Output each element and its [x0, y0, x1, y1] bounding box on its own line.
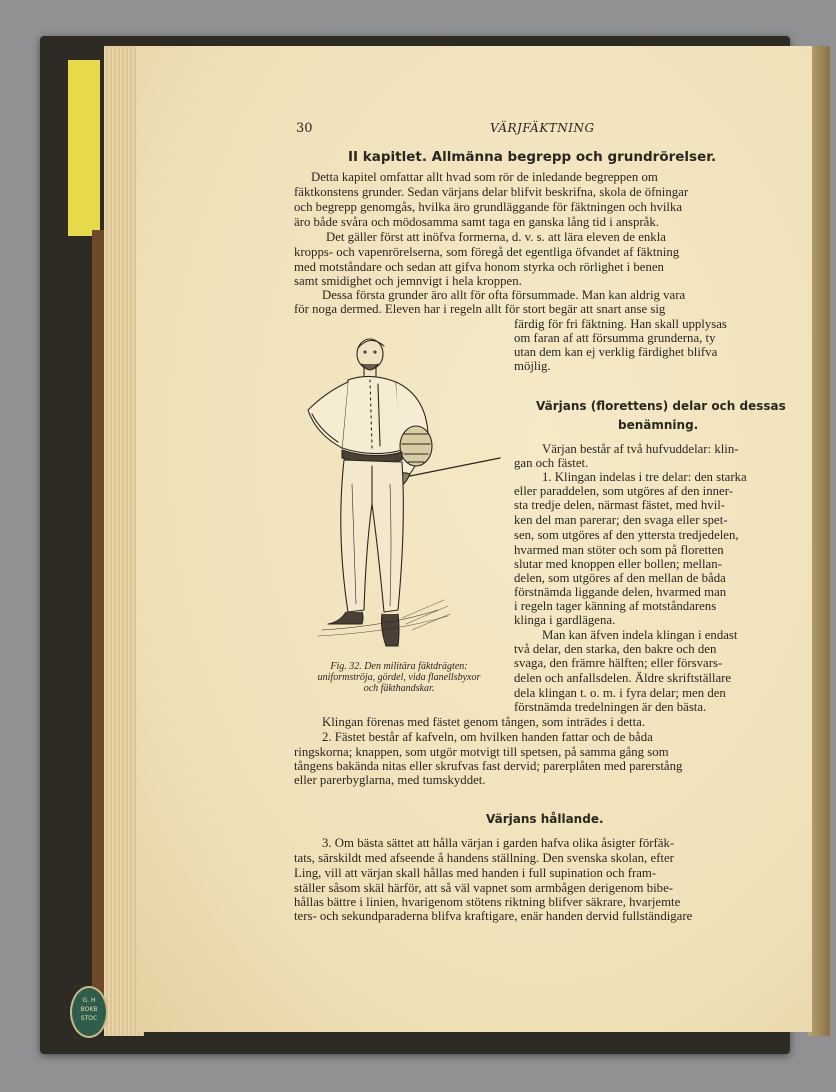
text-line: Man kan äfven indela klingan i endast — [542, 628, 738, 642]
text-line: utan dem kan ej verklig färdighet blifva — [514, 345, 718, 359]
text-line: samt smidighet och jemnvigt i hela kroppen. — [294, 274, 522, 288]
binder-stamp-text: G. H BOKB STOC — [80, 997, 98, 1022]
text-line: Detta kapitel omfattar allt hvad som rör de inledande begreppen om — [311, 170, 658, 184]
text-line: eller paraddelen, som utgöres af den inner- — [514, 484, 733, 498]
text-line: Det gäller först att inöfva formerna, d. v. s. att lära eleven de enkla — [326, 230, 666, 244]
text-line: om faran af att försumma grunderna, ty — [514, 331, 716, 345]
text-line: gan och fästet. — [514, 456, 589, 470]
section-heading-delar: Värjans (florettens) delar och dessas — [536, 399, 786, 413]
fencer-illustration — [298, 334, 506, 654]
text-line: svaga, den främre hälften; eller försvars- — [514, 656, 723, 670]
text-line: förstnämda tredelningen är den bästa. — [514, 700, 707, 714]
text-line: dela klingan t. o. m. i fyra delar; men den — [514, 686, 726, 700]
section-heading-hallande: Värjans hållande. — [486, 812, 604, 826]
text-line: sta tredje delen, närmast fästet, med hvil- — [514, 498, 726, 512]
text-line: delen, som utgöres af den mellan de båda — [514, 571, 726, 585]
running-head: VÄRJFÄKTNING — [490, 121, 595, 135]
text-line: kropps- och vapenrörelserna, som föregå det egentliga öfvandet af fäktning — [294, 245, 680, 259]
text-line: Ling, vill att värjan skall hållas med handen i full supination och fram- — [294, 866, 657, 880]
text-line: hållas bättre i linien, hvarigenom stötens riktning blifver säkrare, hvarjemte — [294, 895, 681, 909]
text-line: ställer såsom skäl härför, att så väl vapnet som armbågen derigenom bibe- — [294, 881, 674, 895]
text-line: fäktkonstens grunder. Sedan värjans delar blifvit beskrifna, skola de öfningar — [294, 185, 689, 199]
text-line: ters- och sekundparaderna blifva kraftigare, enär handen dervid fullständigare — [294, 909, 693, 923]
cover-label-strip — [68, 60, 100, 236]
text-line: hvarmed man stöter och som på floretten — [514, 543, 724, 557]
text-line: klinga i gardlägena. — [514, 613, 616, 627]
text-line: Värjan består af två hufvuddelar: klin- — [542, 442, 739, 456]
text-line: delen och anfallsdelen. Äldre skriftställare — [514, 671, 732, 685]
page-number: 30 — [296, 121, 313, 136]
text-line: Dessa första grunder äro allt för ofta försummade. Man kan aldrig vara — [322, 288, 686, 302]
text-line: Klingan förenas med fästet genom tången, som inträdes i detta. — [322, 715, 646, 729]
text-line: slutar med knoppen eller bollen; mellan- — [514, 557, 722, 571]
text-line: äro både svåra och mödosamma samt taga en ganska lång tid i anspråk. — [294, 215, 659, 229]
text-line: två delar, den starka, den bakre och den — [514, 642, 717, 656]
text-line: förstnämda liggande delen, hvarmed man — [514, 585, 727, 599]
text-line: med motståndare och sedan att gifva honom styrka och rörlighet i benen — [294, 260, 664, 274]
text-line: för noga dermed. Eleven har i regeln allt för stort begär att snart anse sig — [294, 302, 666, 316]
text-line: tångens bakända nitas eller skrufvas fast dervid; parerplåten med parerstång — [294, 759, 683, 773]
text-line: sen, som utgöres af den yttersta tredjedelen, — [514, 528, 739, 542]
section-heading-delar-2: benämning. — [618, 418, 699, 432]
text-line: möjlig. — [514, 359, 551, 373]
text-line: eller parerbyglarna, med tumskyddet. — [294, 773, 486, 787]
text-line: ken del man parerar; den svaga eller spet- — [514, 513, 728, 527]
text-line: 2. Fästet består af kafveln, om hvilken handen fattar och de båda — [322, 730, 653, 744]
text-line: och begrepp genomgås, hvilka äro grundläggande för fäktningen och hvilka — [294, 200, 683, 214]
chapter-heading: II kapitlet. Allmänna begrepp och grundrörelser. — [348, 149, 717, 165]
text-line: 3. Om bästa sättet att hålla värjan i garden hafva olika åsigter förfäk- — [322, 836, 675, 850]
figure-caption: Fig. 32. Den militära fäktdrägten: uniformströja, gördel, vida flanellsbyxor och fäkthandskar. — [317, 661, 481, 694]
text-line: i regeln tager känning af motståndarens — [514, 599, 717, 613]
text-line: färdig för fri fäktning. Han skall upplysas — [514, 317, 727, 331]
text-line: ringskorna; knappen, som utgör motvigt till spetsen, på samma gång som — [294, 745, 669, 759]
text-line: tats, särskildt med afseende å handens ställning. Den svenska skolan, efter — [294, 851, 674, 865]
text-line: 1. Klingan indelas i tre delar: den starka — [542, 470, 747, 484]
